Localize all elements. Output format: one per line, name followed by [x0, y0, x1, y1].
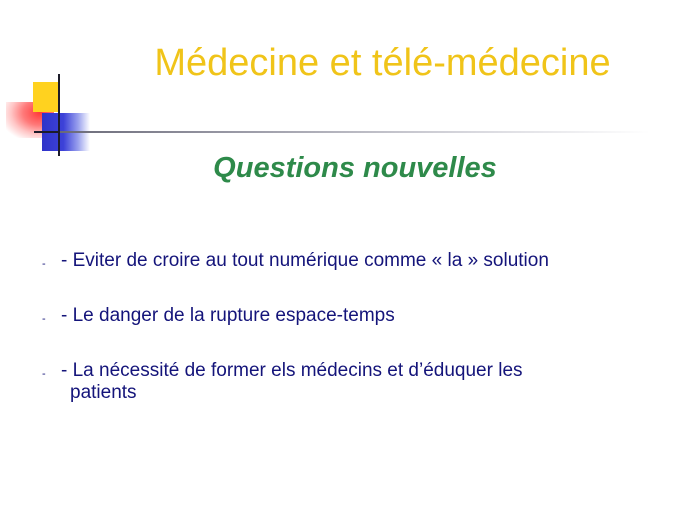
- bullet-marker: -: [42, 313, 46, 325]
- bullet-list: [40, 250, 680, 437]
- bullet-item: [40, 250, 680, 272]
- bullet-text: - Le danger de la rupture espace-temps: [61, 305, 395, 326]
- bullet-marker: -: [42, 368, 46, 380]
- bullet-text: - Eviter de croire au tout numérique comme « la » solution: [61, 250, 549, 271]
- bullet-item: [40, 360, 680, 404]
- bullet-text-continuation: patients: [70, 382, 137, 403]
- bullet-text: - La nécessité de former els médecins et d’éduquer les: [61, 360, 523, 381]
- decorative-squares-logo: [0, 0, 110, 170]
- title-divider: [60, 131, 650, 133]
- slide-subtitle: Questions nouvelles: [213, 152, 497, 184]
- logo-vertical-line: [58, 74, 60, 156]
- logo-yellow-square: [33, 82, 60, 112]
- bullet-item: [40, 305, 680, 327]
- bullet-marker: -: [42, 258, 46, 270]
- slide-title: Médecine et télé-médecine: [154, 42, 611, 84]
